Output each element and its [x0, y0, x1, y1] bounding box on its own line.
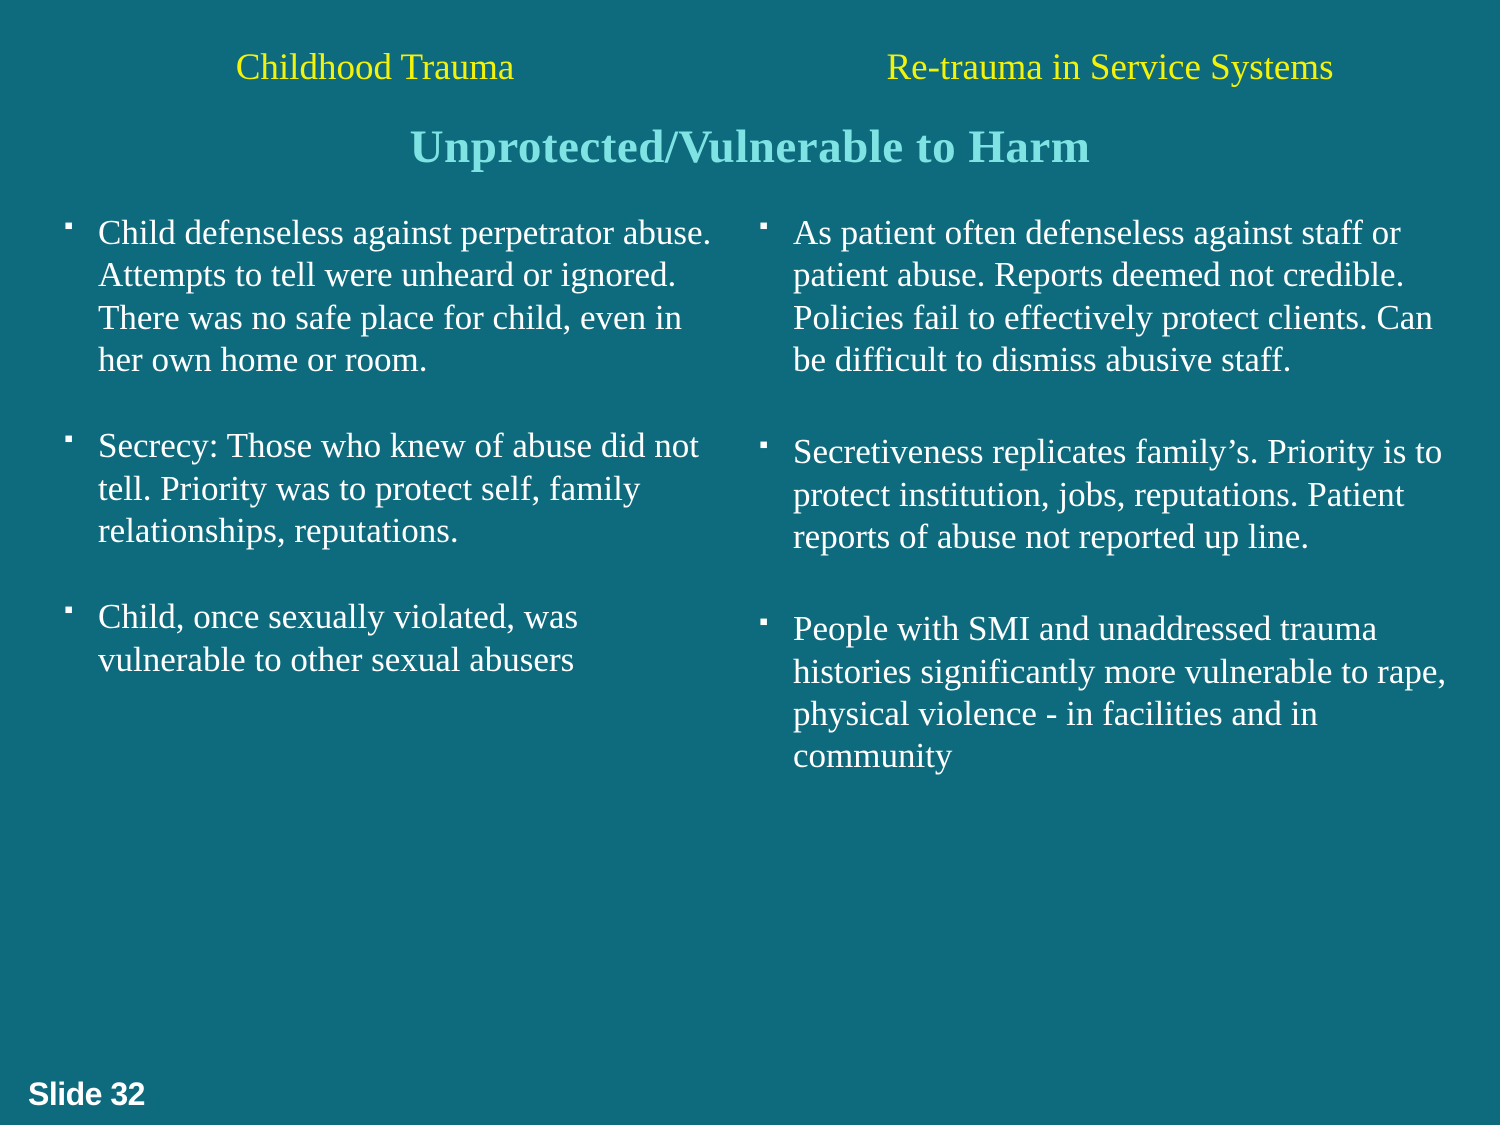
list-item: ▪ Child defenseless against perpetrator abuse. Attempts to tell were unheard or ignored. There was no safe place for child, even in her own home or room. [58, 212, 725, 381]
list-item: ▪ As patient often defenseless against staff or patient abuse. Reports deemed not credible. Policies fail to effectively protect clients. Can be difficult to dismiss abusive staff. [753, 212, 1464, 381]
column-header-childhood-trauma: Childhood Trauma [235, 47, 515, 88]
list-item: ▪ People with SMI and unaddressed trauma histories significantly more vulnerable to rape, physical violence - in facilities and in community [753, 608, 1464, 777]
bullet-list-left [58, 212, 725, 681]
column-left [0, 212, 745, 828]
list-item: ▪ Child, once sexually violated, was vulnerable to other sexual abusers [58, 596, 725, 681]
column-right [745, 212, 1500, 828]
list-item: ▪ Secretiveness replicates family’s. Priority is to protect institution, jobs, reputations. Patient reports of abuse not reported up line. [753, 431, 1464, 558]
column-headers [0, 48, 1500, 89]
column-header-re-trauma: Re-trauma in Service Systems [886, 47, 1334, 88]
page-title: Unprotected/Vulnerable to Harm [409, 121, 1091, 173]
slide-body [0, 212, 1500, 828]
bullet-list-right [753, 212, 1464, 778]
list-item: ▪ Secrecy: Those who knew of abuse did not tell. Priority was to protect self, family relationships, reputations. [58, 425, 725, 552]
slide-number: Slide 32 [28, 1076, 145, 1112]
